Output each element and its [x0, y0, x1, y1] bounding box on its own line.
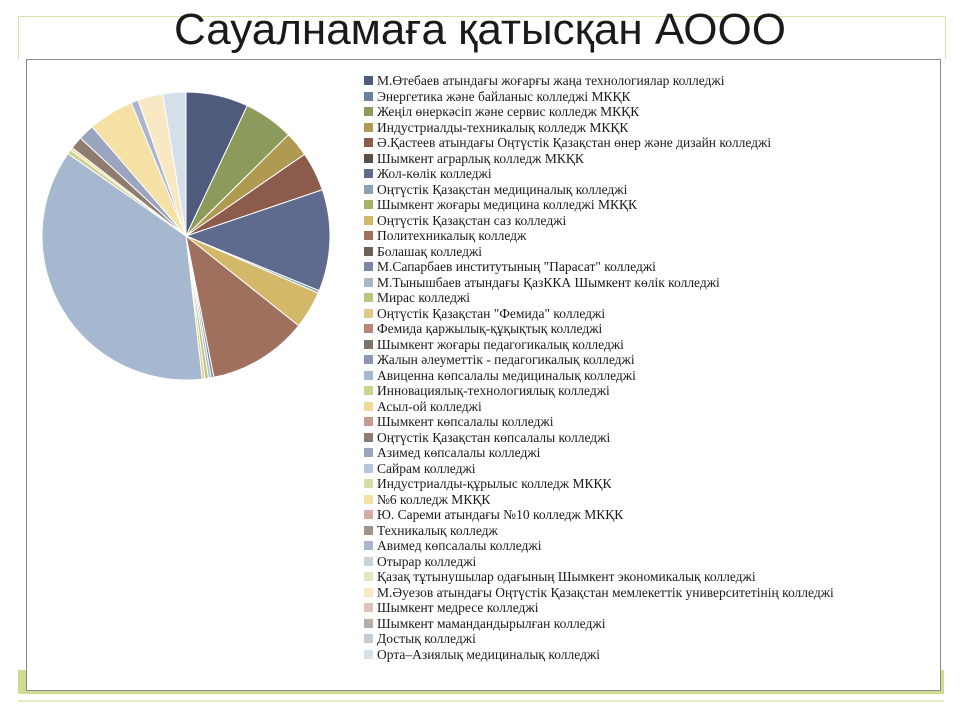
- legend-item: [364, 368, 834, 384]
- legend-label: Жол-көлік колледжі: [377, 166, 492, 182]
- legend-label: Шымкент мамандандырылған колледжі: [377, 615, 606, 631]
- legend-label: Ә.Қастеев атындағы Оңтүстік Қазақстан өнер және дизайн колледжі: [377, 135, 772, 151]
- legend-swatch: [364, 603, 373, 612]
- legend-swatch: [364, 417, 373, 426]
- legend-item: [364, 461, 834, 477]
- legend-label: Жеңіл өнеркәсіп және сервис колледж МКҚК: [377, 104, 640, 120]
- legend-label: Оңтүстік Қазақстан "Фемида" колледжі: [377, 305, 606, 321]
- legend-item: [364, 523, 834, 539]
- legend-label: Мирас колледжі: [377, 290, 471, 306]
- legend-item: [364, 616, 834, 632]
- legend-item: [364, 244, 834, 260]
- legend-label: Оңтүстік Қазақстан саз колледжі: [377, 212, 567, 228]
- legend-label: Оңтүстік Қазақстан медициналық колледжі: [377, 181, 628, 197]
- legend-item: [364, 213, 834, 229]
- legend-label: Отырар колледжі: [377, 553, 477, 569]
- legend-swatch: [364, 479, 373, 488]
- legend-label: Шымкент жоғары медицина колледжі МКҚК: [377, 197, 637, 213]
- legend-label: Орта–Азиялық медициналық колледжі: [377, 646, 601, 662]
- legend-label: Шымкент көпсалалы колледжі: [377, 414, 554, 430]
- legend-swatch: [364, 448, 373, 457]
- legend-label: Инновациялық-технологиялық колледжі: [377, 383, 610, 399]
- legend-item: [364, 89, 834, 105]
- legend-swatch: [364, 650, 373, 659]
- legend-label: Политехникалық колледж: [377, 228, 527, 244]
- legend-label: Авимед көпсалалы колледжі: [377, 538, 542, 554]
- legend-item: [364, 600, 834, 616]
- legend-swatch: [364, 557, 373, 566]
- legend-label: Жалын әлеуметтік - педагогикалық колледжі: [377, 352, 635, 368]
- legend-label: Азимед көпсалалы колледжі: [377, 445, 541, 461]
- legend-swatch: [364, 293, 373, 302]
- legend-swatch: [364, 216, 373, 225]
- legend-item: [364, 259, 834, 275]
- legend-item: [364, 647, 834, 663]
- legend-label: Достық колледжі: [377, 631, 476, 647]
- legend-label: М.Әуезов атындағы Оңтүстік Қазақстан мемлекеттік университетінің колледжі: [377, 584, 834, 600]
- legend-swatch: [364, 572, 373, 581]
- legend-swatch: [364, 309, 373, 318]
- legend-swatch: [364, 588, 373, 597]
- legend-label: Авиценна көпсалалы медициналық колледжі: [377, 367, 636, 383]
- legend-swatch: [364, 262, 373, 271]
- legend-item: [364, 290, 834, 306]
- legend-label: №6 колледж МКҚК: [377, 491, 491, 507]
- legend-label: Шымкент медресе колледжі: [377, 600, 539, 616]
- legend-swatch: [364, 200, 373, 209]
- legend-item: [364, 352, 834, 368]
- legend-item: [364, 120, 834, 136]
- legend-label: Оңтүстік Қазақстан көпсалалы колледжі: [377, 429, 611, 445]
- legend-item: [364, 492, 834, 508]
- legend-item: [364, 430, 834, 446]
- legend-item: [364, 569, 834, 585]
- legend-item: [364, 135, 834, 151]
- slide-bottom-line: [18, 700, 944, 702]
- legend-item: [364, 151, 834, 167]
- legend-swatch: [364, 247, 373, 256]
- legend-swatch: [364, 324, 373, 333]
- legend-item: [364, 337, 834, 353]
- legend-swatch: [364, 185, 373, 194]
- legend-item: [364, 383, 834, 399]
- legend-item: [364, 585, 834, 601]
- legend-swatch: [364, 138, 373, 147]
- legend-item: [364, 445, 834, 461]
- legend-label: Асыл-ой колледжі: [377, 398, 482, 414]
- legend-swatch: [364, 76, 373, 85]
- legend-label: Индустриалды-техникалық колледж МКҚК: [377, 119, 629, 135]
- legend-label: Қазақ тұтынушылар одағының Шымкент экономикалық колледжі: [377, 569, 756, 585]
- chart-legend: [364, 73, 834, 662]
- legend-swatch: [364, 541, 373, 550]
- legend-label: Фемида қаржылық-құқықтық колледжі: [377, 321, 603, 337]
- legend-item: [364, 104, 834, 120]
- legend-label: М.Өтебаев атындағы жоғарғы жаңа технологиялар колледжі: [377, 73, 725, 89]
- legend-item: [364, 507, 834, 523]
- legend-swatch: [364, 402, 373, 411]
- legend-swatch: [364, 340, 373, 349]
- legend-swatch: [364, 92, 373, 101]
- legend-swatch: [364, 619, 373, 628]
- legend-label: Ю. Сареми атындағы №10 колледж МКҚК: [377, 507, 624, 523]
- pie-chart: [27, 60, 347, 400]
- legend-item: [364, 554, 834, 570]
- legend-swatch: [364, 386, 373, 395]
- legend-item: [364, 476, 834, 492]
- legend-item: [364, 321, 834, 337]
- legend-swatch: [364, 107, 373, 116]
- legend-label: М.Тынышбаев атындағы ҚазККА Шымкент көлік колледжі: [377, 274, 720, 290]
- legend-swatch: [364, 433, 373, 442]
- legend-item: [364, 73, 834, 89]
- legend-swatch: [364, 355, 373, 364]
- legend-label: Энергетика және байланыс колледжі МКҚК: [377, 88, 631, 104]
- legend-swatch: [364, 371, 373, 380]
- legend-label: Индустриалды-құрылыс колледж МКҚК: [377, 476, 612, 492]
- legend-item: [364, 538, 834, 554]
- legend-item: [364, 306, 834, 322]
- chart-frame: [26, 59, 941, 691]
- legend-swatch: [364, 169, 373, 178]
- legend-label: Сайрам колледжі: [377, 460, 476, 476]
- legend-label: Болашақ колледжі: [377, 243, 483, 259]
- legend-label: Техникалық колледж: [377, 522, 498, 538]
- legend-item: [364, 399, 834, 415]
- legend-item: [364, 182, 834, 198]
- legend-item: [364, 414, 834, 430]
- legend-swatch: [364, 526, 373, 535]
- legend-item: [364, 228, 834, 244]
- legend-swatch: [364, 123, 373, 132]
- legend-swatch: [364, 154, 373, 163]
- legend-label: Шымкент аграрлық колледж МКҚК: [377, 150, 584, 166]
- legend-label: М.Сапарбаев институтының "Парасат" колледжі: [377, 259, 656, 275]
- legend-item: [364, 275, 834, 291]
- legend-swatch: [364, 634, 373, 643]
- legend-item: [364, 631, 834, 647]
- legend-swatch: [364, 278, 373, 287]
- legend-item: [364, 166, 834, 182]
- legend-item: [364, 197, 834, 213]
- legend-label: Шымкент жоғары педагогикалық колледжі: [377, 336, 624, 352]
- legend-swatch: [364, 231, 373, 240]
- legend-swatch: [364, 495, 373, 504]
- legend-swatch: [364, 510, 373, 519]
- slide-title: Сауалнамаға қатысқан АООО: [174, 5, 786, 54]
- legend-swatch: [364, 464, 373, 473]
